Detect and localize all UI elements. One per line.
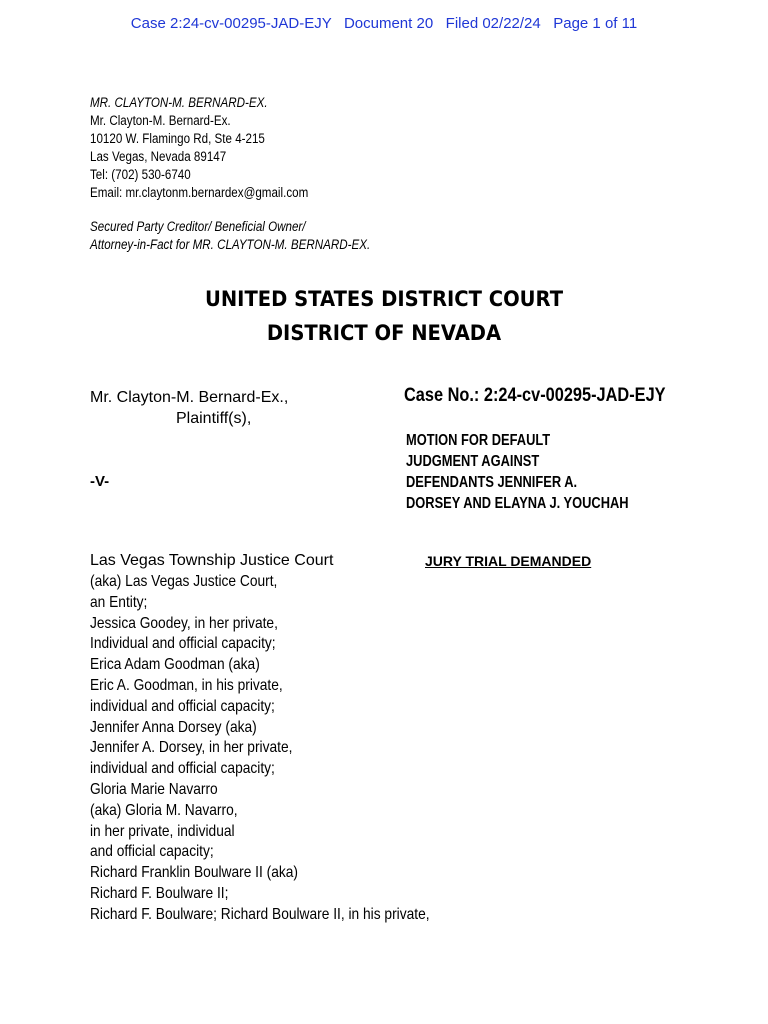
filing-stamp-header: Case 2:24-cv-00295-JAD-EJY Document 20 Filed 02/22/24 Page 1 of 11	[130, 15, 638, 32]
court-district: DISTRICT OF NEVADA	[266, 321, 502, 345]
sender-address-line2: Las Vegas, Nevada 89147	[90, 149, 227, 164]
defendant-line: Jennifer Anna Dorsey (aka)	[90, 718, 257, 736]
defendant-line: Erica Adam Goodman (aka)	[90, 656, 260, 674]
defendant-line: Individual and official capacity;	[90, 635, 276, 653]
sender-name: Mr. Clayton-M. Bernard-Ex.	[90, 113, 231, 128]
defendant-entity-name: Las Vegas Township Justice Court	[90, 552, 334, 569]
defendant-line: (aka) Las Vegas Justice Court,	[90, 573, 278, 590]
sender-name-italic: MR. CLAYTON-M. BERNARD-EX.	[90, 95, 268, 110]
defendant-line: an Entity;	[90, 593, 148, 611]
motion-title-line: JUDGMENT AGAINST	[406, 453, 540, 470]
defendant-line: Jessica Goodey, in her private,	[90, 614, 278, 632]
defendant-line: Gloria Marie Navarro	[90, 780, 218, 798]
role-line-2: Attorney-in-Fact for MR. CLAYTON-M. BERNARD-EX.	[90, 237, 371, 252]
versus-marker: -V-	[90, 473, 110, 490]
sender-address-line1: 10120 W. Flamingo Rd, Ste 4-215	[90, 131, 265, 146]
motion-title	[406, 430, 629, 514]
sender-contact-block	[90, 94, 308, 202]
case-number: Case No.: 2:24-cv-00295-JAD-EJY	[404, 385, 666, 406]
motion-title-line: MOTION FOR DEFAULT	[406, 432, 551, 449]
defendants-list	[90, 572, 430, 926]
defendant-line: and official capacity;	[90, 843, 214, 861]
defendant-line: individual and official capacity;	[90, 760, 275, 778]
defendant-line: individual and official capacity;	[90, 697, 275, 715]
plaintiff-role: Plaintiff(s),	[176, 410, 252, 427]
defendant-line: Richard Franklin Boulware II (aka)	[90, 864, 299, 882]
court-title	[27, 282, 741, 350]
court-name: UNITED STATES DISTRICT COURT	[204, 287, 564, 311]
sender-email: Email: mr.claytonm.bernardex@gmail.com	[90, 185, 309, 200]
motion-title-line: DORSEY AND ELAYNA J. YOUCHAH	[406, 495, 629, 512]
jury-trial-demand: JURY TRIAL DEMANDED	[425, 553, 592, 569]
defendant-line: in her private, individual	[90, 822, 235, 840]
defendant-line: Richard F. Boulware; Richard Boulware II, in his private,	[90, 905, 430, 923]
sender-telephone: Tel: (702) 530-6740	[90, 167, 191, 182]
sender-role-block	[90, 218, 370, 254]
motion-title-line: DEFENDANTS JENNIFER A.	[406, 474, 578, 491]
defendant-line: Richard F. Boulware II;	[90, 884, 229, 902]
role-line-1: Secured Party Creditor/ Beneficial Owner/	[90, 219, 306, 234]
defendant-line: (aka) Gloria M. Navarro,	[90, 801, 238, 819]
defendant-line: Jennifer A. Dorsey, in her private,	[90, 739, 293, 757]
plaintiff-name: Mr. Clayton-M. Bernard-Ex.,	[90, 389, 289, 406]
defendant-line: Eric A. Goodman, in his private,	[90, 676, 283, 694]
